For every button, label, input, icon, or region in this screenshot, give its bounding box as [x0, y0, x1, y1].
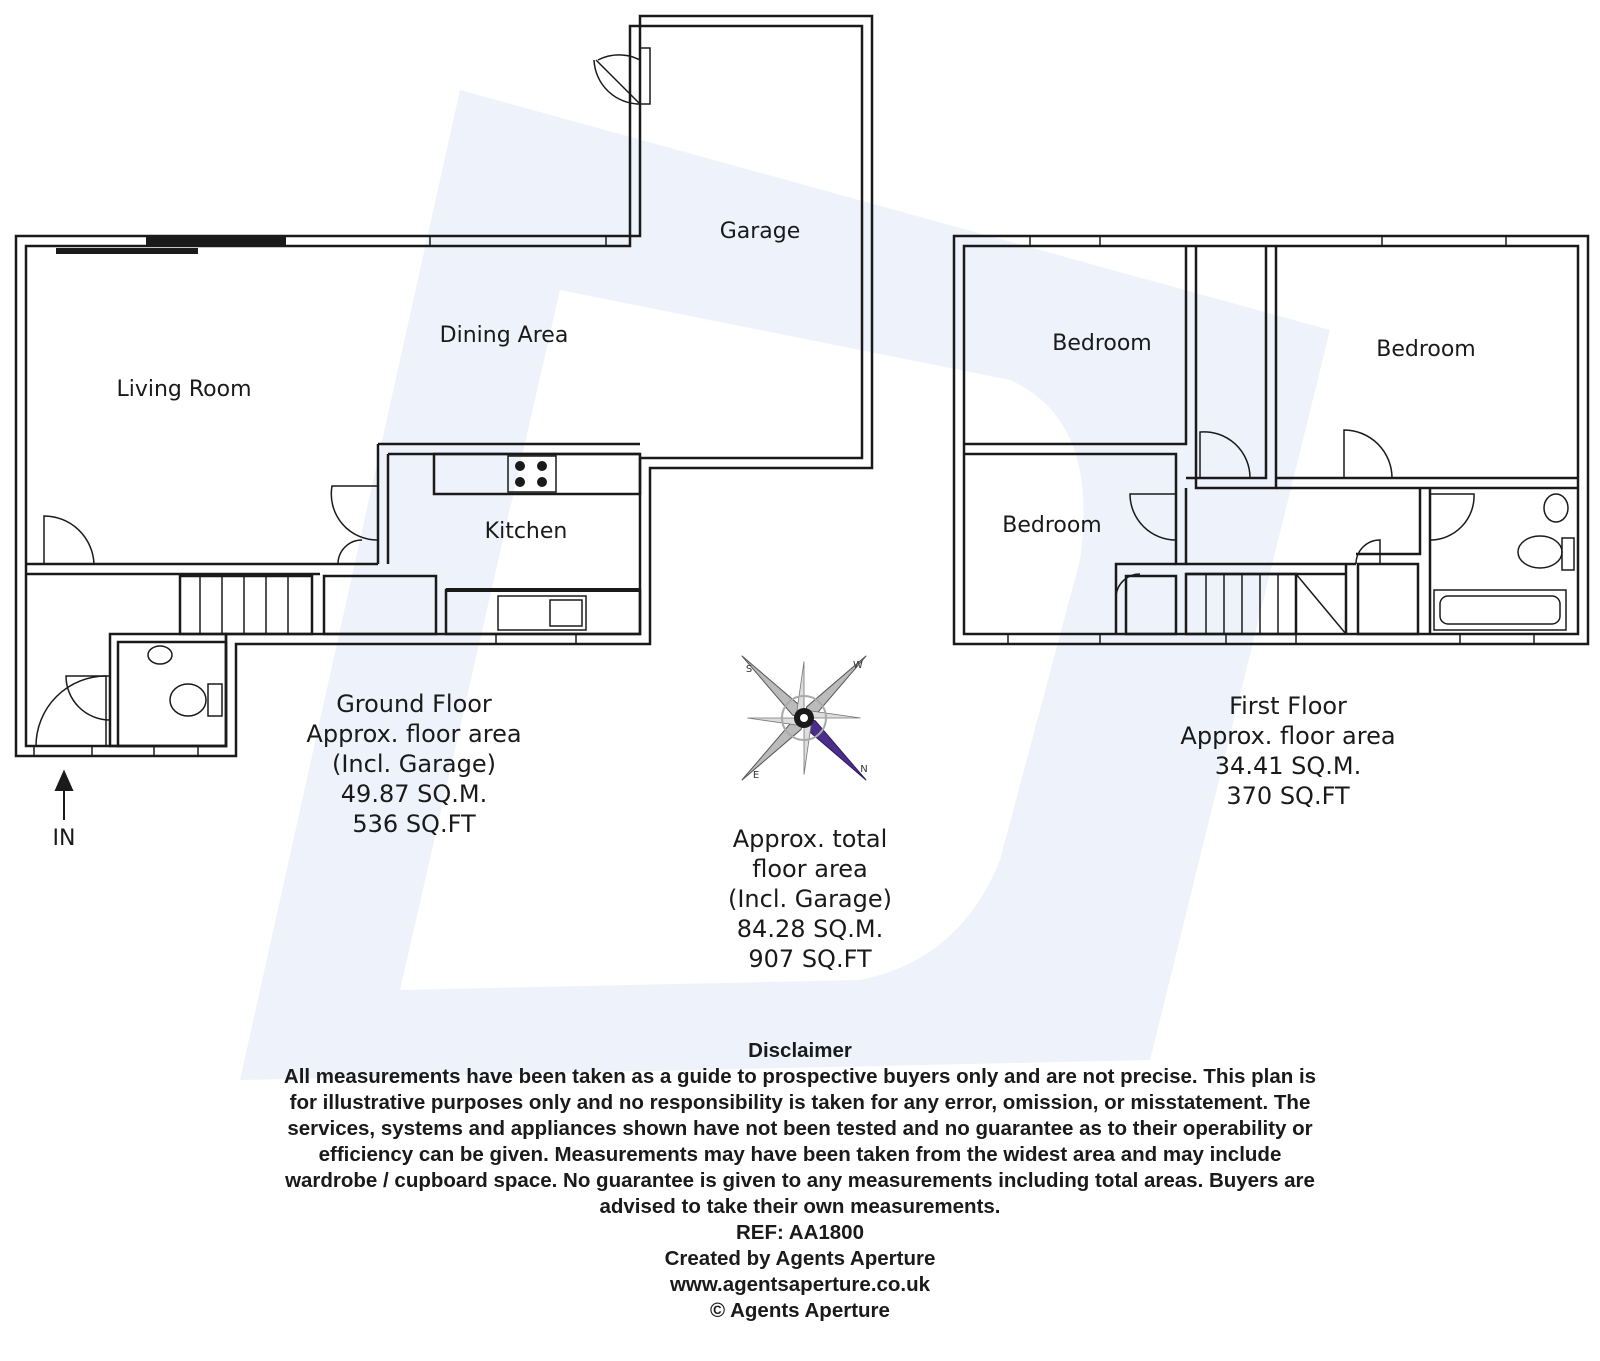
- svg-text:(Incl. Garage): (Incl. Garage): [331, 750, 497, 778]
- website-link[interactable]: www.agentsaperture.co.uk: [669, 1273, 931, 1296]
- svg-text:536 SQ.FT: 536 SQ.FT: [352, 810, 476, 838]
- hob-icon: [515, 461, 547, 487]
- disclaimer-line: efficiency can be given. Measurements may have been taken from the widest area and may include: [318, 1143, 1282, 1166]
- entrance-label: IN: [52, 826, 76, 851]
- svg-text:84.28 SQ.M.: 84.28 SQ.M.: [736, 915, 884, 943]
- svg-text:49.87 SQ.M.: 49.87 SQ.M.: [340, 780, 488, 808]
- compass-letter-w: W: [853, 660, 863, 671]
- svg-text:370 SQ.FT: 370 SQ.FT: [1226, 782, 1350, 810]
- created-by: Created by Agents Aperture: [664, 1247, 936, 1270]
- svg-text:907 SQ.FT: 907 SQ.FT: [748, 945, 872, 973]
- disclaimer-line: for illustrative purposes only and no responsibility is taken for any error, omission, or misstatement. The: [289, 1091, 1311, 1114]
- compass-letter-e: E: [752, 770, 760, 781]
- svg-text:Approx. floor area: Approx. floor area: [306, 720, 522, 748]
- disclaimer-title: Disclaimer: [748, 1039, 852, 1062]
- room-label-kitchen: Kitchen: [484, 519, 568, 544]
- svg-text:(Incl. Garage): (Incl. Garage): [727, 885, 893, 913]
- compass-letter-s: S: [745, 664, 753, 675]
- svg-text:Approx. floor area: Approx. floor area: [1180, 722, 1396, 750]
- room-label-living-room: Living Room: [116, 377, 252, 402]
- disclaimer-block: [200, 1038, 1400, 1324]
- svg-text:34.41 SQ.M.: 34.41 SQ.M.: [1214, 752, 1362, 780]
- total-area-summary: [728, 825, 892, 973]
- disclaimer-line: advised to take their own measurements.: [599, 1195, 1001, 1218]
- room-label-garage: Garage: [719, 219, 801, 244]
- compass-rose-icon: [680, 594, 929, 843]
- compass-letter-n: N: [860, 764, 868, 775]
- disclaimer-line: wardrobe / cupboard space. No guarantee is given to any measurements including total areas. Buyers are: [285, 1169, 1315, 1192]
- reference-number: REF: AA1800: [736, 1221, 864, 1244]
- disclaimer-line: All measurements have been taken as a guide to prospective buyers only and are not precise. This plan is: [283, 1065, 1317, 1088]
- entrance-arrow-icon: [56, 772, 72, 820]
- copyright: © Agents Aperture: [710, 1299, 890, 1322]
- room-label-bedroom-1: Bedroom: [1052, 331, 1152, 356]
- disclaimer-line: services, systems and appliances shown have not been tested and no guarantee as to their operability or: [287, 1117, 1313, 1140]
- room-label-bedroom-3: Bedroom: [1002, 513, 1102, 538]
- svg-text:Approx. total: Approx. total: [732, 825, 888, 853]
- svg-text:First Floor: First Floor: [1229, 692, 1347, 720]
- svg-text:floor area: floor area: [752, 855, 868, 883]
- room-label-bedroom-2: Bedroom: [1376, 337, 1476, 362]
- room-label-dining-area: Dining Area: [439, 323, 569, 348]
- svg-text:Ground Floor: Ground Floor: [336, 690, 492, 718]
